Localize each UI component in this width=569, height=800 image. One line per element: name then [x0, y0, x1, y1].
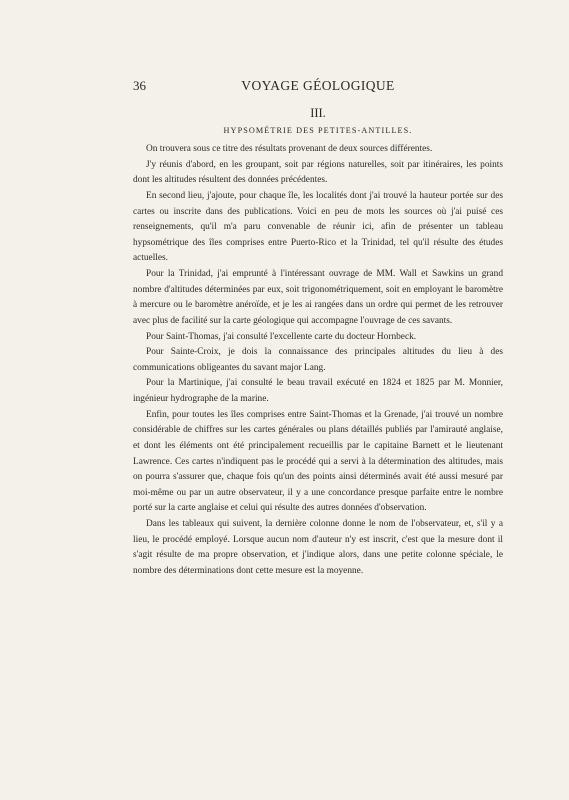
paragraph: Pour Sainte-Croix, je dois la connaissance des principales altitudes du lieu à des communications obligeantes du savant major Lang. — [133, 347, 503, 373]
paragraph: Enfin, pour toutes les îles comprises entre Saint-Thomas et la Grenade, j'ai trouvé un nombre considérable de chiffres sur les cartes générales ou plans détaillés publiés par l'amirauté anglaise, et dont les éléments ont été principalement recueillis par le capitaine Barnett et le lieutenant Lawrence. Ces cartes n'indiquent pas le procédé qui a servi à la détermination des altitudes, mais on pourra s'assurer que, chaque fois qu'un des points ainsi déterminés avait été aussi mesuré par moi-même ou par un autre observateur, il y a une concordance presque parfaite entre le nombre porté sur la carte anglaise et celui qui résulte des autres données d'observation. — [133, 409, 503, 514]
paragraph: Pour la Trinidad, j'ai emprunté à l'intéressant ouvrage de MM. Wall et Sawkins un grand nombre d'altitudes déterminées par eux, soit trigonométriquement, soit en employant le baromètre à mercure ou le baromètre anéroïde, et je les ai rangées dans un ordre qui permet de les retrouver avec plus de facilité sur la carte géologique qui accompagne l'ouvrage de ces savants. — [133, 269, 503, 326]
section-number: III. — [310, 106, 326, 120]
paragraph: J'y réunis d'abord, en les groupant, soit par régions naturelles, soit par itinéraires, les points dont les altitudes résultent des données précédentes. — [133, 159, 503, 186]
running-title: VOYAGE GÉOLOGIQUE — [241, 78, 395, 93]
paragraph: Pour la Martinique, j'ai consulté le beau travail exécuté en 1824 et 1825 par M. Monnier, ingénieur hydrographe de la marine. — [133, 378, 503, 404]
page-number: 36 — [133, 78, 146, 93]
paragraph: Pour Saint-Thomas, j'ai consulté l'excellente carte du docteur Hornbeck. — [146, 331, 417, 342]
page-header — [133, 78, 503, 96]
paragraph: On trouvera sous ce titre des résultats provenant de deux sources différentes. — [146, 144, 433, 154]
paragraph: En second lieu, j'ajoute, pour chaque île, les localités dont j'ai trouvé la hauteur portée sur des cartes ou inscrite dans des publications. Voici en peu de mots les sources où j'ai puisé ces renseignements, qu'il m'a paru convenable de réunir ici, afin de présenter un tableau hypsométrique des îles comprises entre Puerto-Rico et la Trinidad, tel qu'il résulte des études actuelles. — [133, 190, 503, 264]
section-title: HYPSOMÉTRIE DES PETITES-ANTILLES. — [223, 126, 413, 135]
paragraph: Dans les tableaux qui suivent, la dernière colonne donne le nom de l'observateur, et, s'il y a lieu, le procédé employé. Lorsque aucun nom d'auteur n'y est inscrit, c'est que la mesure dont il s'agit résulte de ma propre observation, et j'indique alors, dans une petite colonne spéciale, le nombre des déterminations dont cette mesure est la moyenne. — [133, 519, 503, 576]
body-text — [133, 142, 503, 580]
